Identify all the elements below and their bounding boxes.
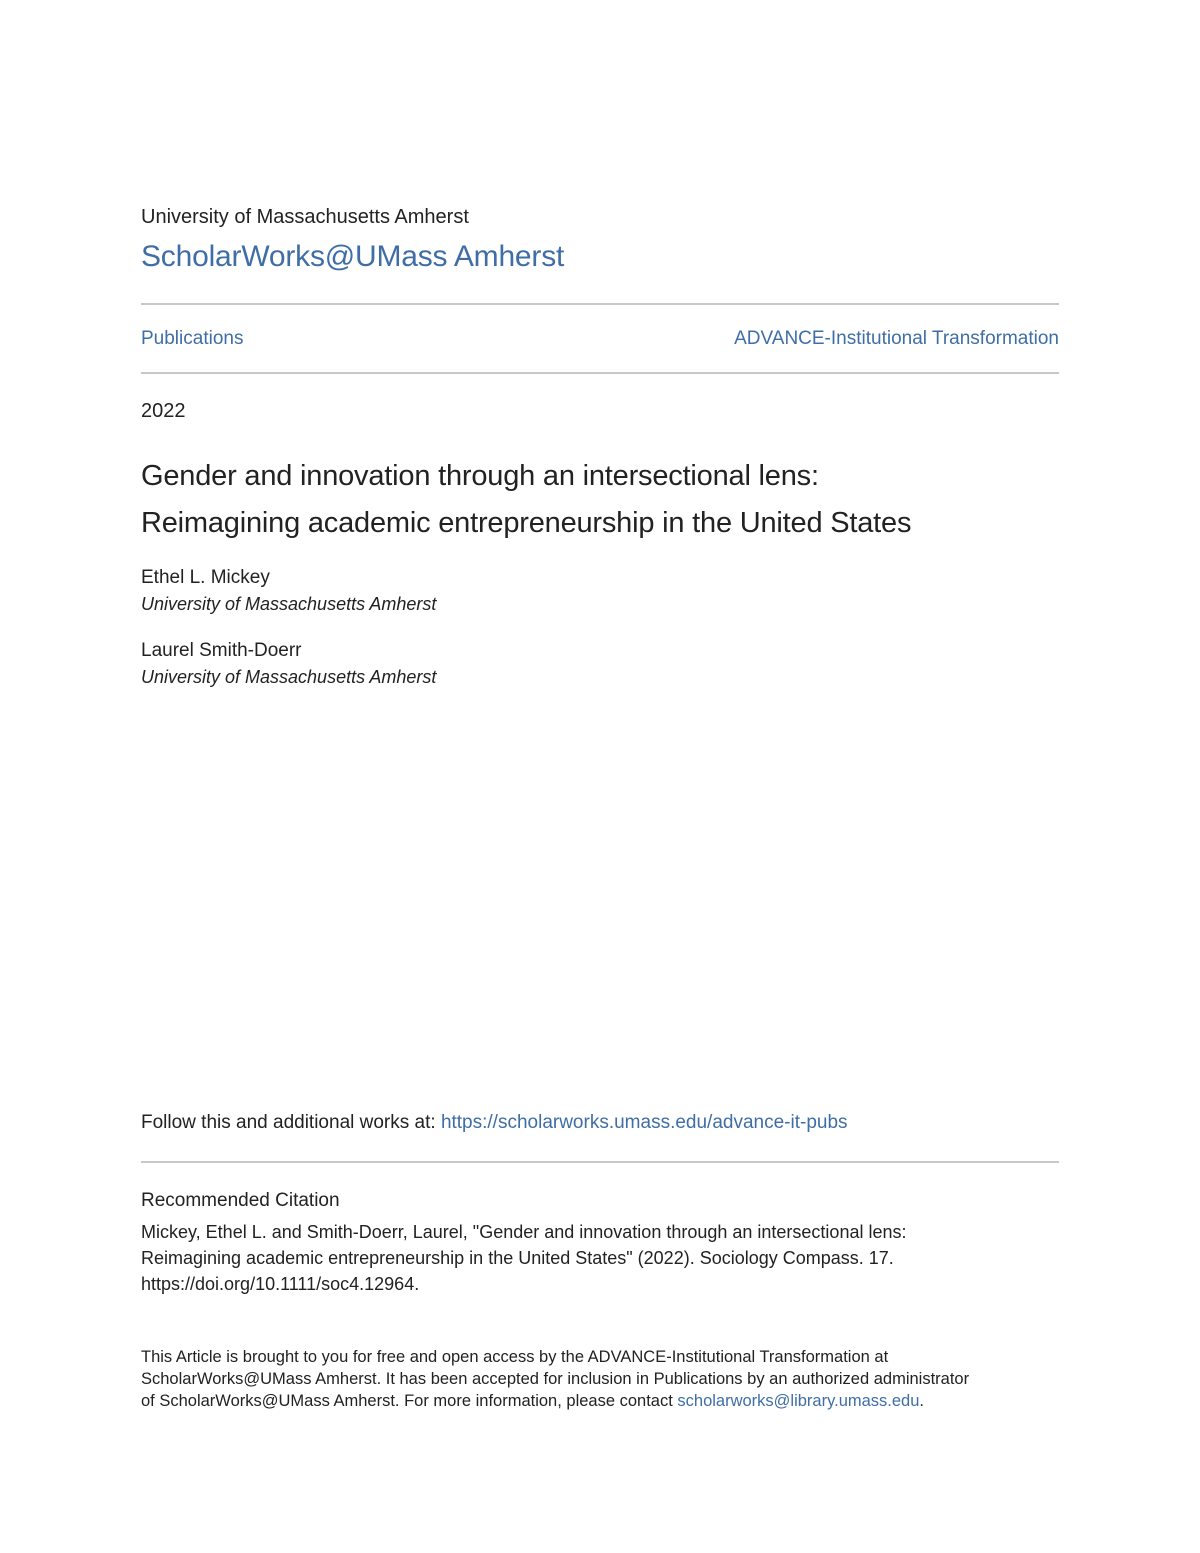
- university-name: University of Massachusetts Amherst: [141, 206, 469, 228]
- repository-link[interactable]: ScholarWorks@UMass Amherst: [141, 240, 565, 273]
- divider: [141, 303, 1059, 305]
- publications-link[interactable]: Publications: [141, 328, 244, 349]
- citation-line: Mickey, Ethel L. and Smith-Doerr, Laurel, "Gender and innovation through an intersectional lens:: [141, 1222, 907, 1242]
- publication-year: 2022: [141, 400, 186, 422]
- author-affiliation: University of Massachusetts Amherst: [141, 667, 437, 687]
- divider: [141, 1161, 1059, 1163]
- collection-link[interactable]: ADVANCE-Institutional Transformation: [734, 328, 1059, 349]
- citation-line: https://doi.org/10.1111/soc4.12964.: [141, 1274, 420, 1294]
- notice-line: [141, 1390, 1059, 1412]
- citation-line: Reimagining academic entrepreneurship in the United States" (2022). Sociology Compass. 17.: [141, 1248, 894, 1268]
- author-name: Ethel L. Mickey: [141, 567, 270, 588]
- follow-line: [141, 1112, 848, 1134]
- notice-line-prefix: of ScholarWorks@UMass Amherst. For more information, please contact: [141, 1392, 678, 1410]
- collection-url-link[interactable]: https://scholarworks.umass.edu/advance-it-pubs: [440, 1112, 848, 1133]
- article-title-line: Gender and innovation through an intersectional lens:: [141, 460, 819, 492]
- cover-page: [141, 0, 1059, 1553]
- article-title-line: Reimagining academic entrepreneurship in the United States: [141, 507, 912, 539]
- follow-prefix: Follow this and additional works at:: [141, 1112, 441, 1133]
- contact-email-link[interactable]: scholarworks@library.umass.edu: [677, 1392, 920, 1410]
- notice-line: This Article is brought to you for free and open access by the ADVANCE-Institutional Transformation at: [141, 1348, 889, 1366]
- author-affiliation: University of Massachusetts Amherst: [141, 594, 437, 614]
- article-title: [141, 453, 1059, 547]
- notice-line: ScholarWorks@UMass Amherst. It has been accepted for inclusion in Publications by an authorized administrator: [141, 1370, 970, 1388]
- access-notice: [141, 1346, 1059, 1412]
- citation-heading: Recommended Citation: [141, 1190, 340, 1211]
- divider: [141, 372, 1059, 374]
- notice-line-suffix: .: [919, 1392, 925, 1410]
- author-name: Laurel Smith-Doerr: [141, 640, 302, 661]
- citation-text: [141, 1219, 1059, 1297]
